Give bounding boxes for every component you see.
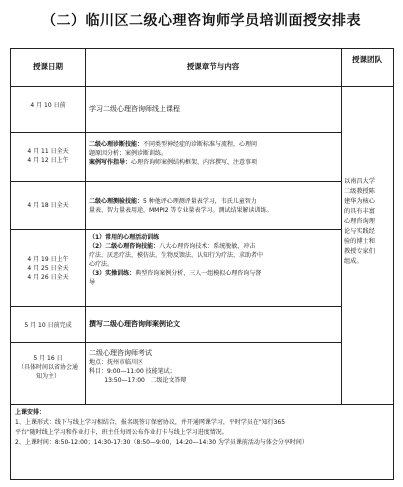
header-date: 授课日期: [33, 62, 63, 71]
row-4-content: （1）常用的心理活动训练 （2）二级心理咨询技能：八大心理咨询技术：系统脱敏、冲击 疗法、厌恶疗法、模仿法、生物反馈法、认知行为疗法、求助者中 心疗法。 （3）实操训练：典型咨询案例分析，三人一组模拟心理咨询与督 导: [89, 234, 264, 286]
schedule-notes: 上课安排： 1、上课形式：线下与线上学习相结合，报名既签订保密协议，并开通网课学习，平时学员在"知行365 平台"随时线上学习和作业打卡，班主任每周公布作业打卡与线上学习进度情况。 2、上课时间：8:50-12:00；14:30-17:30（8:50—9:00，14:20—14:30 为学员课前活动与体会分享时间）: [15, 409, 308, 446]
schedule-table: [10, 48, 394, 480]
page-title: （二）临川区二级心理咨询师学员培训面授安排表: [42, 13, 361, 29]
header-team: 授课团队: [352, 55, 382, 64]
row-4-date: 4 月 19 日上午 4 月 25 日全天 4 月 26 日全天: [27, 256, 69, 281]
row-3-date: 4 月 18 日全天: [27, 202, 69, 209]
row-2-content: 二级心理诊断技能：不同类型神经症的诊断标准与流程，心理问 题原因分析；案例诊断训练。 案例写作指导：心理咨询师案例结构框架、内容撰写、注意事项: [89, 141, 258, 166]
row-5-content: 撰写二级心理咨询师案例论文: [89, 320, 180, 328]
row-3-content: 二级心理测验技能：5 种他评心理测评量表学习，韦氏儿童智力 量表、智力量表用途，MMPI2 等专业量表学习。测试结果解读训练。: [89, 198, 273, 214]
team-description: 以南昌大学 二级教授陈 建华为核心 的具有丰富 心理咨询理 论与实践经 验的博士和 教授专家们 组成。: [344, 178, 375, 265]
row-6-content: 二级心理咨询师考试 地点：抚州市临川区 科目：9:00—11:00 技能笔试； 13:50—17:00 二级论文答辩: [89, 349, 187, 384]
row-1-date: 4 月 10 日前: [30, 102, 66, 109]
header-content: 授课章节与内容: [186, 62, 240, 71]
row-1-content: 学习二级心理咨询师线上课程: [89, 105, 180, 113]
row-5-date: 5 月 10 日前完成: [24, 322, 72, 329]
row-6-date: 5 月 16 日 （具体时间以省协会通 知为主）: [17, 355, 78, 380]
row-2-date: 4 月 11 日全天 4 月 12 日上午: [27, 148, 69, 164]
